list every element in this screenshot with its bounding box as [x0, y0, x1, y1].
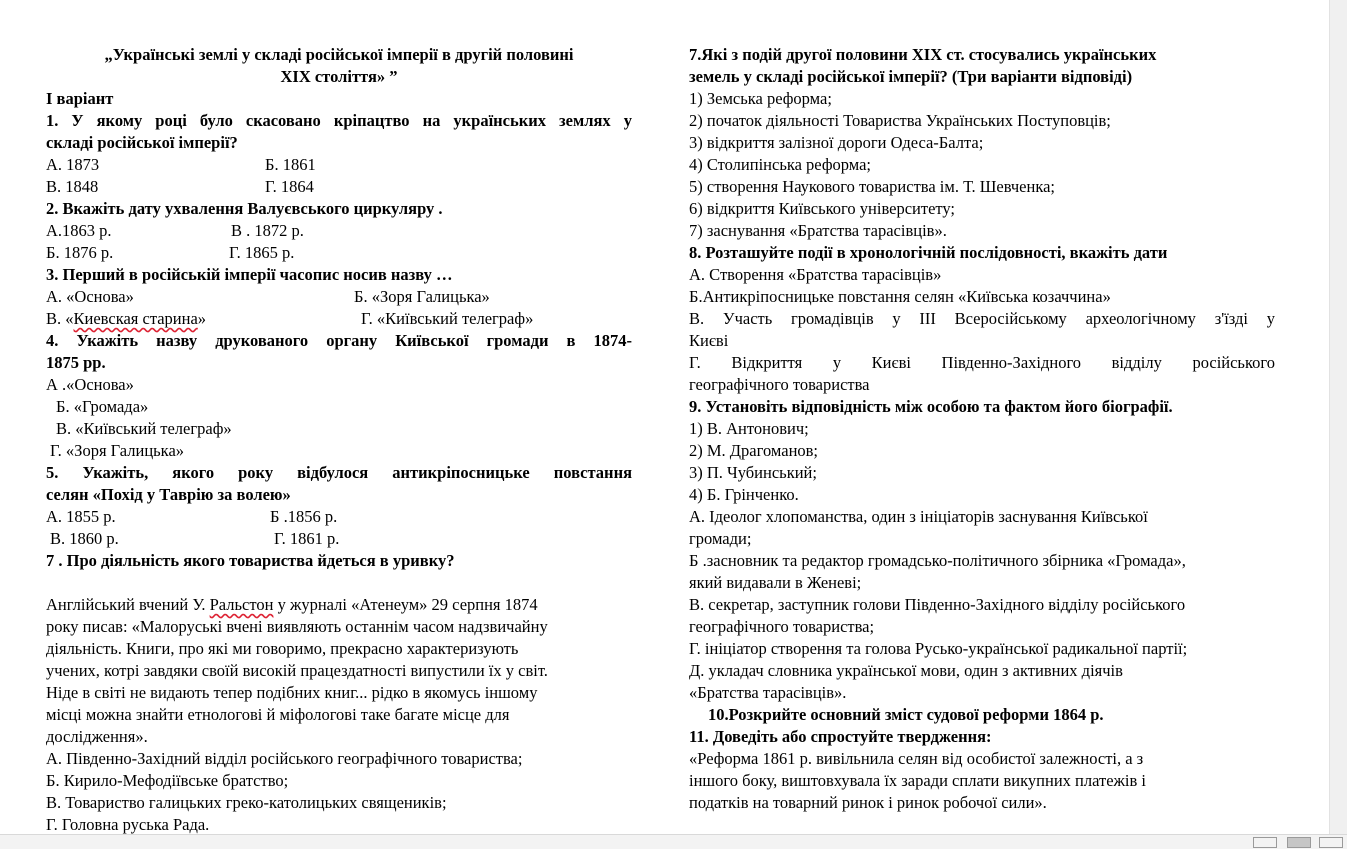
question-2-options-row-1 [46, 220, 632, 242]
question-5-options-row-1 [46, 506, 632, 528]
q9-fact-d-cont: «Братства тарасівців». [689, 683, 847, 702]
excerpt-text: у журналі «Атенеум» 29 серпня 1874 [273, 595, 538, 614]
question-1-cont: складі російської імперії? [46, 133, 238, 152]
question-3-options-row-1 [46, 286, 632, 308]
excerpt-line-6: місці можна знайти етнологові й міфологові таке багате місце для [46, 705, 510, 724]
print-layout-icon[interactable] [1287, 837, 1311, 848]
q2-option-a: А.1863 р. [46, 221, 112, 240]
q5-option-g: Г. 1861 р. [274, 529, 340, 548]
q1-option-b: Б. 1861 [265, 155, 316, 174]
excerpt-line-5: Ніде в світі не видають тепер подібних книг... рідко в якомусь іншому [46, 683, 538, 702]
question-7-cont: земель у складі російської імперії? (Три варіанти відповіді) [689, 67, 1133, 86]
question-5-options-row-2 [46, 528, 632, 550]
q11-statement-line-1: «Реформа 1861 р. вивільнила селян від особистої залежності, а з [689, 749, 1144, 768]
q9-fact-v-cont: географічного товариства; [689, 617, 875, 636]
excerpt-line-4: учених, котрі завдяки своїй високій працездатності випустили їх у світ. [46, 661, 548, 680]
q6-option-v: В. Товариство галицьких греко-католицьких священиків; [46, 793, 447, 812]
blank-line [46, 572, 632, 594]
spellcheck-word[interactable]: Ральстон [209, 595, 274, 614]
q9-person-4: 4) Б. Грінченко. [689, 485, 799, 504]
question-9: 9. Установіть відповідність між особою та фактом його біографії. [689, 397, 1173, 416]
excerpt-line-1 [46, 594, 632, 616]
q8-option-g: Г. Відкриття у Києві Південно-Західного відділу російського [689, 353, 1275, 372]
q7-option-2: 2) початок діяльності Товариства Українських Поступовців; [689, 111, 1111, 130]
q4-option-a: А .«Основа» [46, 375, 134, 394]
q1-option-a: А. 1873 [46, 155, 100, 174]
q9-fact-d: Д. укладач словника української мови, один з активних діячів [689, 661, 1123, 680]
q2-option-v: В . 1872 р. [231, 221, 304, 240]
q5-option-b: Б .1856 р. [270, 507, 338, 526]
q7-option-1: 1) Земська реформа; [689, 89, 832, 108]
q7-option-7: 7) заснування «Братства тарасівців». [689, 221, 947, 240]
q1-option-v: В. 1848 [46, 177, 99, 196]
q9-fact-v: В. секретар, заступник голови Південно-Західного відділу російського [689, 595, 1186, 614]
excerpt-line-7: дослідження». [46, 727, 148, 746]
read-mode-icon[interactable] [1253, 837, 1277, 848]
right-column [689, 44, 1275, 814]
question-10: 10.Розкрийте основний зміст судової реформи 1864 р. [708, 705, 1104, 724]
q9-fact-a: А. Ідеолог хлопоманства, один з ініціаторів заснування Київської [689, 507, 1148, 526]
q6-option-a: А. Південно-Західний відділ російського географічного товариства; [46, 749, 523, 768]
q8-option-v-cont: Києві [689, 331, 729, 350]
title-line-1: „Українські землі у складі російської імперії в другій половині [104, 45, 574, 64]
q1-option-g: Г. 1864 [265, 177, 314, 196]
question-4-cont: 1875 рр. [46, 353, 106, 372]
q4-option-v: В. «Київський телеграф» [56, 419, 232, 438]
question-6: 7 . Про діяльність якого товариства йдеться в уривку? [46, 551, 455, 570]
q9-fact-b-cont: який видавали в Женеві; [689, 573, 862, 592]
q7-option-3: 3) відкриття залізної дороги Одеса-Балта; [689, 133, 984, 152]
q3-option-v [46, 308, 361, 330]
question-3: 3. Перший в російській імперії часопис носив назву … [46, 265, 453, 284]
q3-option-v-suffix: » [197, 309, 207, 328]
q7-option-4: 4) Столипінська реформа; [689, 155, 872, 174]
status-bar [0, 834, 1347, 849]
q6-option-b: Б. Кирило-Мефодіївське братство; [46, 771, 289, 790]
q9-fact-b: Б .засновник та редактор громадсько-політичного збірника «Громада», [689, 551, 1186, 570]
q8-option-b: Б.Антикріпосницьке повстання селян «Київська козаччина» [689, 287, 1111, 306]
q7-option-5: 5) створення Наукового товариства ім. Т. Шевченка; [689, 177, 1056, 196]
question-7: 7.Які з подій другої половини XIX ст. стосувались українських [689, 45, 1157, 64]
q11-statement-line-3: податків на товарний ринок і ринок робочої сили». [689, 793, 1047, 812]
q11-statement-line-2: іншого боку, виштовхувала їх заради сплати викупних платежів і [689, 771, 1147, 790]
question-5-cont: селян «Похід у Таврію за волею» [46, 485, 291, 504]
q3-option-v-prefix: В. « [46, 309, 74, 328]
q5-option-v: В. 1860 р. [50, 529, 119, 548]
question-2-options-row-2 [46, 242, 632, 264]
q3-option-g: Г. «Київський телеграф» [361, 309, 534, 328]
question-8: 8. Розташуйте події в хронологічній послідовності, вкажіть дати [689, 243, 1168, 262]
vertical-scrollbar[interactable] [1329, 0, 1347, 835]
excerpt-line-3: діяльність. Книги, про які ми говоримо, прекрасно характеризують [46, 639, 519, 658]
q8-option-g-cont: географічного товариства [689, 375, 870, 394]
q3-option-a: А. «Основа» [46, 287, 134, 306]
question-11: 11. Доведіть або спростуйте твердження: [689, 727, 992, 746]
q9-fact-g: Г. ініціатор створення та голова Русько-української радикальної партії; [689, 639, 1188, 658]
q9-person-3: 3) П. Чубинський; [689, 463, 817, 482]
question-3-options-row-2 [46, 308, 632, 330]
q5-option-a: А. 1855 р. [46, 507, 116, 526]
question-1-options-row-1 [46, 154, 632, 176]
q3-option-b: Б. «Зоря Галицька» [354, 287, 490, 306]
title-line-2: XIX століття» ” [280, 67, 398, 86]
question-5: 5. Укажіть, якого року відбулося антикріпосницьке повстання [46, 463, 632, 482]
left-column [46, 44, 632, 835]
q8-option-v: В. Участь громадівців у ІІІ Всеросійському археологічному з'їзді у [689, 309, 1275, 328]
spellcheck-word[interactable]: Киевская старина [73, 309, 198, 328]
question-1: 1. У якому році було скасовано кріпацтво на українських землях у [46, 111, 632, 130]
q8-option-a: А. Створення «Братства тарасівців» [689, 265, 942, 284]
variant-label: І варіант [46, 89, 114, 108]
question-2: 2. Вкажіть дату ухвалення Валуєвського циркуляру . [46, 199, 443, 218]
q7-option-6: 6) відкриття Київського університету; [689, 199, 956, 218]
q9-person-2: 2) М. Драгоманов; [689, 441, 819, 460]
excerpt-line-2: року писав: «Малоруські вчені виявляють останнім часом надзвичайну [46, 617, 548, 636]
q2-option-g: Г. 1865 р. [229, 243, 295, 262]
question-4: 4. Укажіть назву друкованого органу Київської громади в 1874- [46, 331, 632, 350]
web-layout-icon[interactable] [1319, 837, 1343, 848]
q9-person-1: 1) В. Антонович; [689, 419, 809, 438]
q9-fact-a-cont: громади; [689, 529, 752, 548]
question-1-options-row-2 [46, 176, 632, 198]
q4-option-b: Б. «Громада» [56, 397, 149, 416]
q2-option-b: Б. 1876 р. [46, 243, 114, 262]
q4-option-g: Г. «Зоря Галицька» [50, 441, 185, 460]
document-title [46, 44, 632, 88]
q6-option-g: Г. Головна руська Рада. [46, 815, 210, 834]
excerpt-text: Англійський вчений У. [46, 595, 210, 614]
